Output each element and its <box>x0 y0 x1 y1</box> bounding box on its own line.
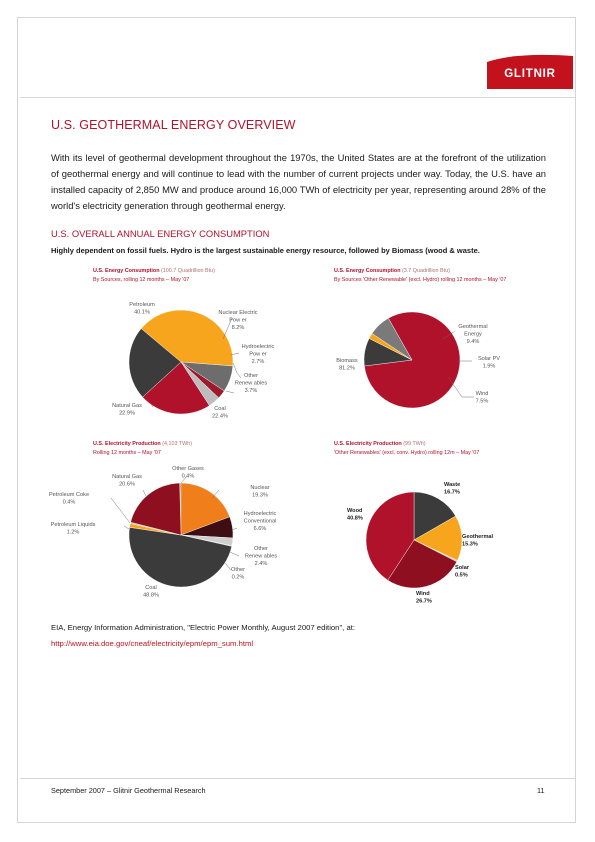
data-label-solar-pv: Solar PV 1.9% <box>477 356 501 370</box>
other-renewable-consumption-chart <box>334 265 564 425</box>
other-renewable-production-svg <box>334 438 564 628</box>
energy-consumption-svg <box>93 265 323 425</box>
chart-subtitle: 'Other Renewables' (excl. conv. Hydro) rolling 12m – May '07 <box>334 450 480 456</box>
other-renewable-consumption-svg <box>334 265 564 425</box>
data-label-solar: Solar 0.5% <box>455 565 469 579</box>
chart-title: U.S. Electricity Production (4,103 TWh) <box>93 441 193 447</box>
data-label-wind: Wind 7.5% <box>475 391 489 405</box>
data-label-waste: Waste 16.7% <box>444 482 461 496</box>
data-label-wood: Wood 40.8% <box>347 508 363 522</box>
data-label-nuclear-electric-power: Nuclear Electric Pow er 8.2% <box>218 310 258 332</box>
data-label-geothermal: Geothermal 15.3% <box>462 534 494 548</box>
chart-title: U.S. Energy Consumption (100.7 Quadrillion Btu) <box>93 268 215 274</box>
data-label-other-gases: Other Gases 0.4% <box>172 466 204 480</box>
footer-text: September 2007 – Glitnir Geothermal Research <box>51 786 206 795</box>
data-label-coal: Coal 22.4% <box>212 406 228 420</box>
data-label-petroleum-liquids: Petroleum Liquids 1.2% <box>50 522 96 536</box>
chart-subtitle: By Sources, rolling 12 months – May '07 <box>93 277 190 283</box>
page-title: U.S. GEOTHERMAL ENERGY OVERVIEW <box>51 118 296 132</box>
data-label-natural-gas: Natural Gas 22.9% <box>112 403 142 417</box>
page-number: 11 <box>537 786 545 795</box>
data-label-coal: Coal 48.8% <box>143 585 159 599</box>
chart-title: U.S. Energy Consumption (3.7 Quadrillion Btu) <box>334 268 450 274</box>
data-label-wind: Wind 26.7% <box>416 591 432 605</box>
data-label-petroleum: Petroleum 40.1% <box>129 302 155 316</box>
electricity-production-svg <box>48 438 323 610</box>
source-link[interactable]: http://www.eia.doe.gov/cneaf/electricity/epm/epm_sum.html <box>51 639 254 648</box>
section-subtitle: Highly dependent on fossil fuels. Hydro is the largest sustainable energy resource, followed by Biomass (wood & waste. <box>51 246 480 255</box>
data-label-other-renewables: Other Renew ables 3.7% <box>234 373 268 395</box>
glitnir-logo <box>487 52 573 89</box>
data-label-geothermal-energy: Geothermal Energy 9.4% <box>458 324 488 346</box>
chart-subtitle: By Sources 'Other Renewable' (excl. Hydro) rolling 12 months – May '07 <box>334 277 507 283</box>
data-label-nuclear: Nuclear 19.3% <box>250 485 270 499</box>
data-label-natural-gas: Natural Gas 20.6% <box>112 474 142 488</box>
footer-divider <box>20 778 575 779</box>
logo-text: GLITNIR <box>504 68 556 80</box>
chart-subtitle: Rolling 12 months – May '07 <box>93 450 161 456</box>
data-label-other: Other 0.2% <box>231 567 245 581</box>
section-title: U.S. OVERALL ANNUAL ENERGY CONSUMPTION <box>51 228 270 239</box>
data-label-hydroelectric-conventional: Hydroelectric Conventional 6.6% <box>243 511 277 533</box>
source-citation: EIA, Energy Information Administration, "Electric Power Monthly, August 2007 edition", at: <box>51 623 355 632</box>
energy-consumption-chart <box>93 265 323 425</box>
data-label-hydroelectric-power: Hydroelectric Pow er 2.7% <box>241 344 275 366</box>
data-label-petroleum-coke: Petroleum Coke 0.4% <box>48 492 90 506</box>
electricity-production-chart <box>48 438 323 610</box>
data-label-other-renewables: Other Renew ables 2.4% <box>244 546 278 568</box>
chart-title: U.S. Electricity Production (99 TWh) <box>334 441 426 447</box>
other-renewable-production-chart <box>334 438 564 628</box>
intro-paragraph: With its level of geothermal development throughout the 1970s, the United States are at the forefront of the utilization of geothermal energy and will continue to lead with the number of current projects under way. Today, the U.S. have an installed capacity of 2,850 MW and produce around 16,000 TWh of electricity per year, representing around 28% of the world's electricity generation through geothermal energy. <box>51 152 546 212</box>
header-divider <box>20 97 575 98</box>
data-label-biomass: Biomass 81.2% <box>336 358 358 372</box>
